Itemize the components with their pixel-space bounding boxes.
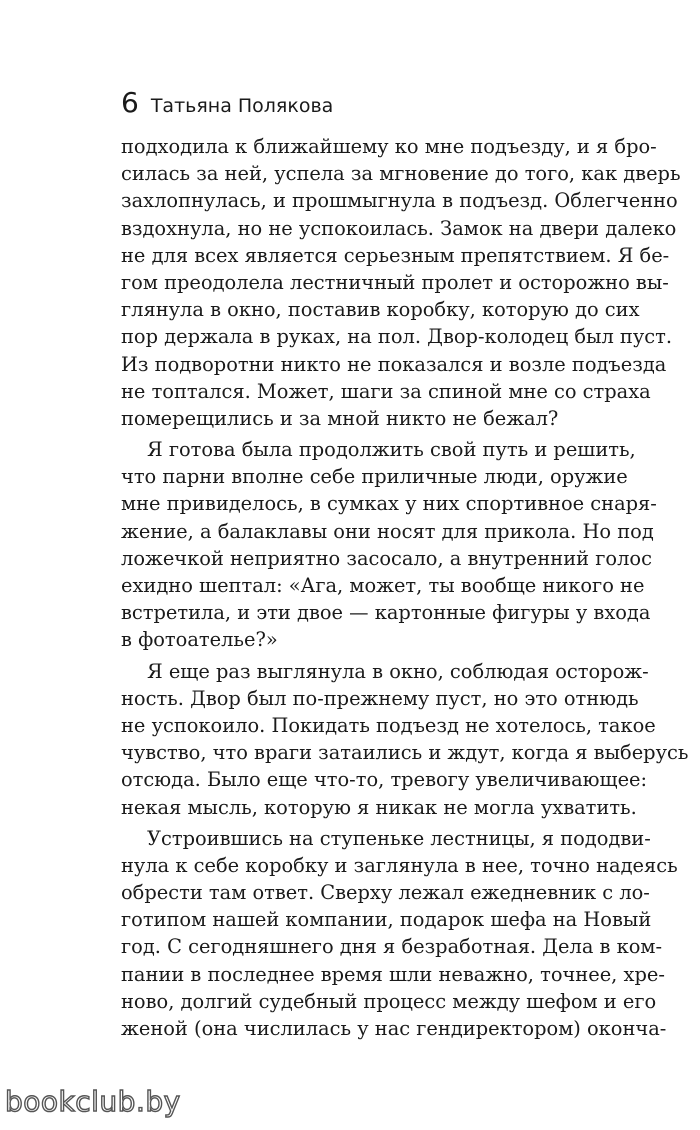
text-line: Я еще раз выглянула в окно, соблюдая осторож-: [147, 659, 649, 683]
paragraph: [121, 658, 689, 821]
text-line: подходила к ближайшему ко мне подъезду, и я бро-: [121, 135, 657, 158]
text-line: не топтался. Может, шаги за спиной мне со страха: [121, 379, 651, 403]
text-line: померещились и за мной никто не бежал?: [121, 406, 559, 430]
text-line: силась за ней, успела за мгновение до того, как дверь: [121, 162, 681, 186]
text-line: гом преодолела лестничный пролет и осторожно вы-: [121, 270, 669, 294]
text-line: не для всех является серьезным препятствием. Я бе-: [121, 243, 670, 267]
text-line: жение, а балаклавы они носят для прикола. Но под: [121, 519, 654, 543]
text-line: ново, долгий судебный процесс между шефом и его: [121, 989, 657, 1013]
text-line: мне привиделось, в сумках у них спортивное снаря-: [121, 492, 657, 516]
text-line: женой (она числилась у нас гендиректором) оконча-: [121, 1017, 667, 1040]
text-line: год. С сегодняшнего дня я безработная. Дела в ком-: [121, 935, 663, 959]
paragraph: [121, 436, 657, 654]
text-line: некая мысль, которую я никак не могла ухватить.: [121, 795, 637, 819]
page-number: 6: [121, 86, 139, 119]
text-line: Я готова была продолжить свой путь и решить,: [147, 438, 636, 462]
text-line: вздохнула, но не успокоилась. Замок на двери далеко: [121, 216, 677, 240]
text-line: глянула в окно, поставив коробку, которую до сих: [121, 298, 640, 322]
author-name: Татьяна Полякова: [150, 95, 334, 117]
text-line: Устроившись на ступеньке лестницы, я пододви-: [147, 826, 651, 850]
text-line: готипом нашей компании, подарок шефа на Новый: [121, 908, 652, 932]
text-line: ложечкой неприятно засосало, а внутренний голос: [121, 546, 652, 570]
text-line: нула к себе коробку и заглянула в нее, точно надеясь: [121, 853, 678, 877]
paragraph: [121, 133, 681, 432]
text-line: чувство, что враги затаились и ждут, когда я выберусь: [121, 741, 689, 765]
text-line: отсюда. Было еще что-то, тревогу увеличивающее:: [121, 768, 648, 792]
text-line: обрести там ответ. Сверху лежал ежедневник с ло-: [121, 881, 650, 905]
text-line: не успокоило. Покидать подъезд не хотелось, такое: [121, 713, 656, 737]
body-text: [121, 133, 689, 1042]
watermark-logo: bookclub.by: [5, 1085, 181, 1118]
text-line: в фотоателье?»: [121, 628, 278, 652]
text-line: что парни вполне себе приличные люди, оружие: [121, 465, 628, 489]
text-line: захлопнулась, и прошмыгнула в подъезд. Облегченно: [121, 189, 678, 213]
paragraph: [121, 825, 678, 1043]
text-line: встретила, и эти двое — картонные фигуры у входа: [121, 601, 651, 625]
text-line: ехидно шептал: «Ага, может, ты вообще никого не: [121, 574, 645, 597]
text-line: Из подворотни никто не показался и возле подъезда: [121, 352, 667, 376]
text-line: пор держала в руках, на пол. Двор-колодец был пуст.: [121, 325, 673, 349]
running-header: [121, 86, 333, 119]
text-line: ность. Двор был по-прежнему пуст, но это отнюдь: [121, 686, 639, 710]
text-line: пании в последнее время шли неважно, точнее, хре-: [121, 962, 665, 986]
